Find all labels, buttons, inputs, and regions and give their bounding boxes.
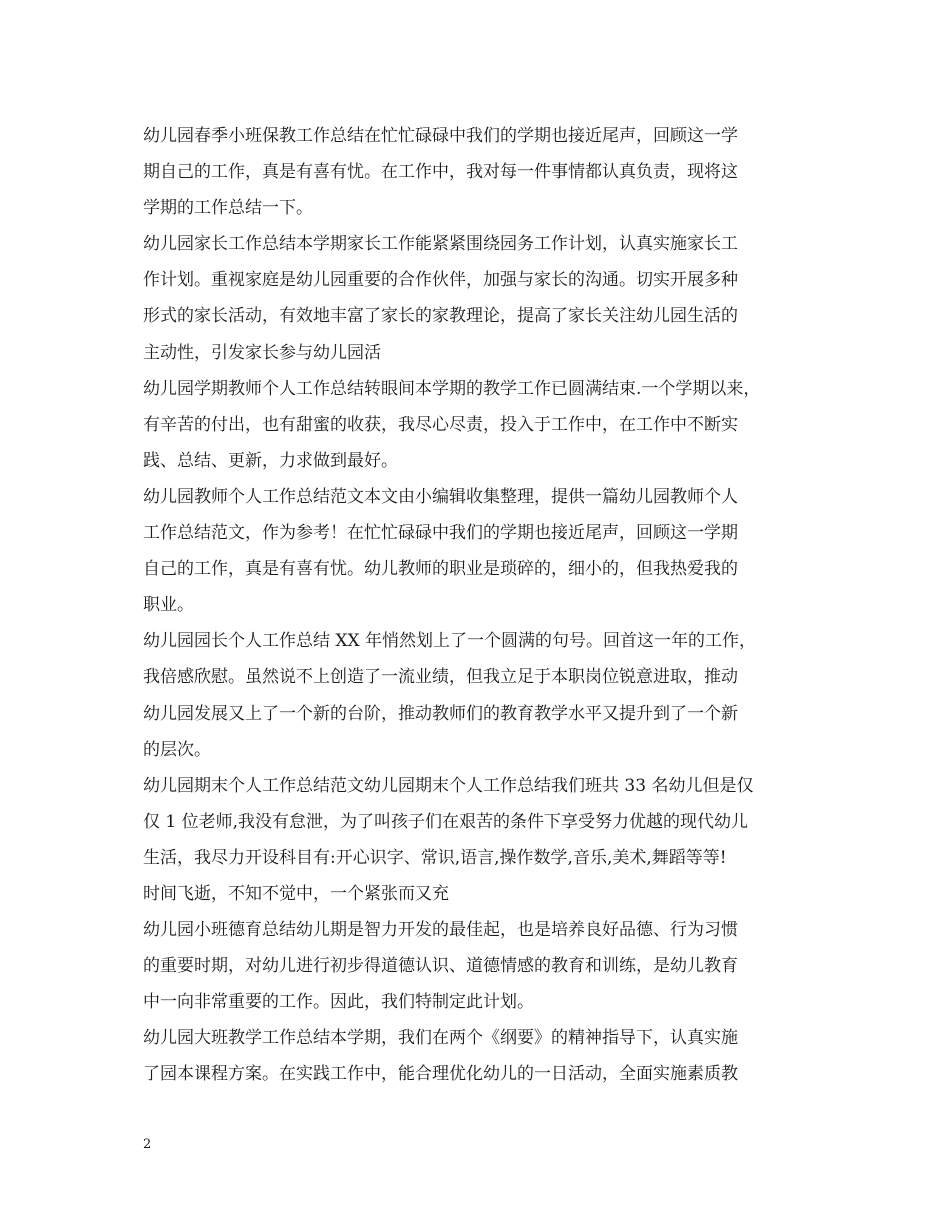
text-line: 幼儿园家长工作总结本学期家长工作能紧紧围绕园务工作计划，认真实施家长工 [143,234,738,255]
text-line: 幼儿园期末个人工作总结范文幼儿园期末个人工作总结我们班共 33 名幼儿但是仅 [143,775,754,796]
text-line: 期自己的工作，真是有喜有忧。在工作中，我对每一件事情都认真负责，现将这 [143,162,738,183]
text-line: 主动性，引发家长参与幼儿园活 [143,342,381,363]
text-line: 幼儿园教师个人工作总结范文本文由小编辑收集整理，提供一篇幼儿园教师个人 [143,486,738,507]
text-line: 作计划。重视家庭是幼儿园重要的合作伙伴，加强与家长的沟通。切实开展多种 [143,270,738,291]
text-line: 自己的工作，真是有喜有忧。幼儿教师的职业是琐碎的，细小的，但我热爱我的 [143,559,738,580]
text-line: 幼儿园园长个人工作总结 XX 年悄然划上了一个圆满的句号。回首这一年的工作， [143,631,757,652]
text-line: 的层次。 [143,739,211,760]
text-line: 幼儿园学期教师个人工作总结转眼间本学期的教学工作已圆满结束.一个学期以来， [143,378,761,399]
text-line: 生活，我尽力开设科目有:开心识字、常识,语言,操作数学,音乐,美术,舞蹈等等! [143,847,727,868]
text-line: 中一向非常重要的工作。因此，我们特制定此计划。 [143,992,534,1013]
text-line: 职业。 [143,595,194,616]
text-line: 形式的家长活动，有效地丰富了家长的家教理论，提高了家长关注幼儿园生活的 [143,306,738,327]
document-body [143,118,808,1093]
text-line: 幼儿园大班教学工作总结本学期，我们在两个《纲要》的精神指导下，认真实施 [143,1028,738,1049]
text-line: 幼儿园春季小班保教工作总结在忙忙碌碌中我们的学期也接近尾声，回顾这一学 [143,126,738,146]
text-line: 有辛苦的付出，也有甜蜜的收获，我尽心尽责，投入于工作中，在工作中不断实 [143,414,738,435]
text-line: 工作总结范文，作为参考！在忙忙碌碌中我们的学期也接近尾声，回顾这一学期 [143,523,738,544]
page-number: 2 [143,1137,152,1152]
text-line: 幼儿园小班德育总结幼儿期是智力开发的最佳起，也是培养良好品德、行为习惯 [143,920,738,941]
text-line: 时间飞逝，不知不觉中，一个紧张而又充 [143,883,449,904]
text-line: 践、总结、更新，力求做到最好。 [143,450,398,471]
text-line: 仅 1 位老师,我没有怠泄，为了叫孩子们在艰苦的条件下享受努力优越的现代幼儿 [143,811,749,832]
text-line: 学期的工作总结一下。 [143,198,313,219]
text-line: 幼儿园发展又上了一个新的台阶，推动教师们的教育教学水平又提升到了一个新 [143,703,738,724]
text-line: 的重要时期，对幼儿进行初步得道德认识、道德情感的教育和训练，是幼儿教育 [143,956,738,977]
text-line: 我倍感欣慰。虽然说不上创造了一流业绩，但我立足于本职岗位锐意进取，推动 [143,667,738,688]
text-line: 了园本课程方案。在实践工作中，能合理优化幼儿的一日活动，全面实施素质教 [143,1064,738,1085]
